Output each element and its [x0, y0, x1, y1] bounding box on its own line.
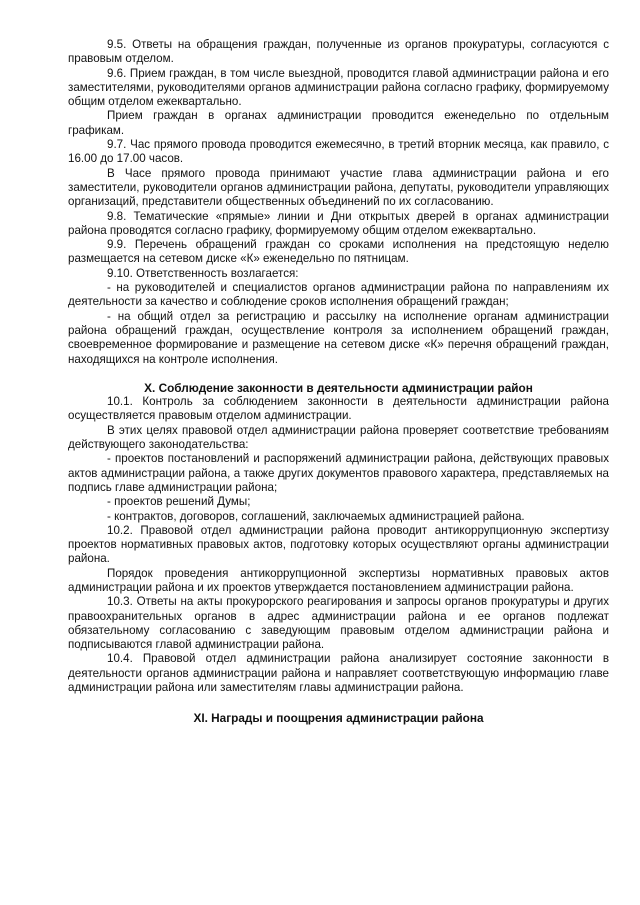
list-item: - на общий отдел за регистрацию и рассылку на исполнение органам администрации района обращений граждан, осуществление контроля за исполнением обращений граждан, своевременное формирование и размещение на сетевом диске «К» перечня обращений граждан, находящихся на контроле исполнения. [68, 309, 609, 366]
list-item: - на руководителей и специалистов органов администрации района по направлениям их деятельности за качество и соблюдение сроков исполнения обращений граждан; [68, 281, 609, 309]
section-heading-x: X. Соблюдение законности в деятельности администрации район [144, 380, 533, 395]
paragraph: В этих целях правовой отдел администрации района проверяет соответствие требованиям действующего законодательства: [68, 423, 609, 452]
paragraph: 10.2. Правовой отдел администрации района проводит антикоррупционную экспертизу проектов нормативных правовых актов, подготовку которых осуществляют органы администрации района. [68, 523, 609, 566]
document-page [68, 38, 609, 726]
paragraph: 9.10. Ответственность возлагается: [107, 266, 299, 280]
paragraph: 10.3. Ответы на акты прокурорского реагирования и запросы органов прокуратуры и других правоохранительных органов в адрес администрации района и ее органов подлежат обязательному согласованию с заведующим правовым отделом администрации района и подписываются главой администрации района. [68, 595, 609, 652]
list-item: - проектов постановлений и распоряжений администрации района, действующих правовых актов администрации района, а также других документов правового характера, представляемых на подпись главе администрации района; [68, 452, 609, 494]
paragraph: 9.9. Перечень обращений граждан со сроками исполнения на предстоящую неделю размещается на сетевом диске «К» еженедельно по пятницам. [68, 238, 609, 266]
paragraph: В Часе прямого провода принимают участие глава администрации района и его заместители, руководители органов администрации района, депутаты, руководители управляющих организаций, представители общественных объединений по их согласованию. [68, 166, 609, 209]
paragraph: Порядок проведения антикоррупционной экспертизы нормативных правовых актов администрации района и их проектов утверждается постановлением администрации района. [68, 566, 609, 594]
paragraph: 10.4. Правовой отдел администрации района анализирует состояние законности в деятельности органов администрации района и направляет соответствующую информацию главе администрации района или заместителям главы администрации района. [68, 652, 609, 695]
paragraph: 9.6. Прием граждан, в том числе выездной, проводится главой администрации района и его заместителями, руководителями органов администрации района согласно графику, формируемому общим отделом ежеквартально. [68, 66, 609, 109]
spacer [68, 367, 609, 381]
spacer [68, 695, 609, 711]
section-10-body [68, 395, 609, 695]
paragraph: 10.1. Контроль за соблюдением законности в деятельности администрации района осуществляется правовым отделом администрации. [68, 395, 609, 423]
paragraph: 9.8. Тематические «прямые» линии и Дни открытых дверей в органах администрации района проводятся согласно графику, формируемому общим отделом ежеквартально. [68, 209, 609, 237]
paragraph: Прием граждан в органах администрации проводится еженедельно по отдельным графикам. [68, 109, 609, 137]
list-item: - контрактов, договоров, соглашений, заключаемых администрацией района. [107, 509, 525, 523]
section-9-body [68, 38, 609, 367]
paragraph: 9.5. Ответы на обращения граждан, полученные из органов прокуратуры, согласуются с правовым отделом. [68, 38, 609, 66]
paragraph: 9.7. Час прямого провода проводится ежемесячно, в третий вторник месяца, как правило, с 16.00 до 17.00 часов. [68, 138, 609, 166]
section-heading-xi: XI. Награды и поощрения администрации района [193, 711, 484, 726]
list-item: - проектов решений Думы; [107, 495, 251, 509]
